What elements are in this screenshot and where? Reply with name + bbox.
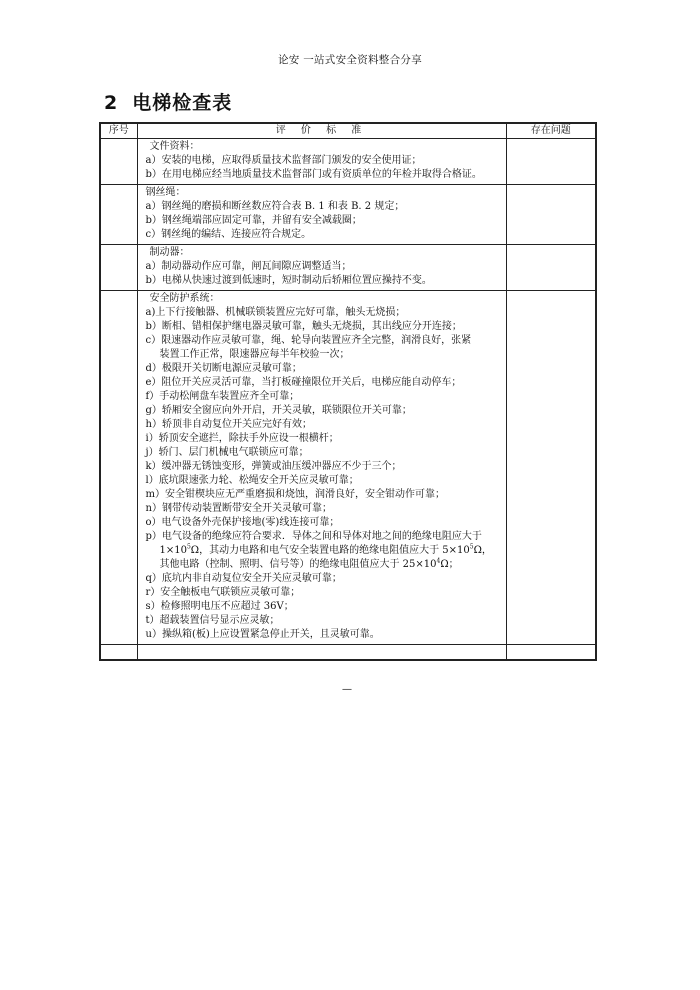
exponent: 5 — [469, 543, 474, 551]
table-header-row — [100, 123, 596, 139]
criteria-cell — [137, 645, 506, 661]
criteria-item: s）检修照明电压不应超过 36V； — [145, 601, 294, 612]
criteria-item: n）钢带传动装置断带安全开关灵敏可靠； — [145, 503, 332, 514]
criteria-item-continued — [146, 544, 502, 558]
criteria-item: k）缓冲器无锈蚀变形，弹簧或油压缓冲器应不少于三个； — [145, 461, 402, 472]
criteria-item: i）轿顶安全遮拦，除扶手外应设一根横杆； — [145, 433, 339, 444]
insulation-value-2: Ω，其动力电路和电气安全装置电路的绝缘电阻值应大于 5×10 — [190, 545, 470, 556]
criteria-item: b）电梯从快速过渡到低速时，短时制动后轿厢位置应操持不变。 — [145, 275, 432, 286]
insulation-value-3: 其他电路（控制、照明、信号等）的绝缘电阻值应大于 25×10 — [159, 559, 437, 570]
criteria-item: a)上下行接触器、机械联锁装置应完好可靠，触头无烧损； — [145, 307, 406, 318]
section-heading: 钢丝绳： — [145, 187, 186, 198]
seq-cell — [100, 185, 137, 245]
column-header-seq: 序号 — [100, 123, 137, 139]
seq-cell — [100, 245, 137, 291]
column-header-criteria: 评 价 标 准 — [137, 123, 506, 139]
criteria-cell — [137, 139, 506, 185]
criteria-item: a）钢丝绳的磨损和断丝数应符合表 B. 1 和表 B. 2 规定； — [145, 201, 405, 212]
column-header-issues: 存在问题 — [506, 123, 596, 139]
criteria-item: p）电气设备的绝缘应符合要求．导体之间和导体对地之间的绝缘电阻应大于 — [145, 531, 482, 542]
criteria-cell — [137, 291, 506, 645]
criteria-item: r）安全触板电气联锁应灵敏可靠； — [145, 587, 301, 598]
table-row — [100, 245, 596, 291]
issues-cell[interactable] — [506, 139, 596, 185]
issues-cell[interactable] — [506, 185, 596, 245]
exponent: 4 — [436, 557, 441, 565]
criteria-item: l）底坑限速张力轮、松绳安全开关应灵敏可靠； — [145, 475, 359, 486]
page-header: 论安 一站式安全资料整合分享 — [277, 54, 423, 66]
inspection-table — [99, 122, 597, 661]
criteria-cell — [137, 245, 506, 291]
section-heading: 安全防护系统： — [149, 293, 220, 304]
unit-text: Ω； — [440, 559, 459, 570]
table-row-empty — [100, 645, 596, 661]
criteria-item: d）极限开关切断电源应灵敏可靠； — [145, 363, 302, 374]
issues-cell[interactable] — [506, 645, 596, 661]
seq-cell — [100, 139, 137, 185]
criteria-cell — [137, 185, 506, 245]
section-title-text: 电梯检查表 — [132, 92, 233, 114]
criteria-item: b）断相、错相保护继电器灵敏可靠，触头无烧损，其出线应分开连接； — [145, 321, 462, 332]
criteria-item: u）操纵箱(板)上应设置紧急停止开关，且灵敏可靠。 — [145, 629, 380, 640]
seq-cell — [100, 291, 137, 645]
section-heading: 制动器： — [149, 247, 190, 258]
insulation-value-1: 1×10 — [159, 545, 187, 556]
criteria-item: m）安全钳楔块应无严重磨损和烧蚀，润滑良好，安全钳动作可靠； — [145, 489, 445, 500]
criteria-item: e）阻位开关应灵活可靠，当打板碰撞限位开关后，电梯应能自动停车； — [145, 377, 462, 388]
criteria-item: c）限速器动作应灵敏可靠，绳、轮导向装置应齐全完整，润滑良好，张紧 — [145, 335, 472, 346]
page-title — [104, 88, 232, 115]
criteria-item: g）轿厢安全窗应向外开启，开关灵敏，联锁限位开关可靠； — [145, 405, 412, 416]
criteria-item: a）制动器动作应可靠，闸瓦间隙应调整适当； — [145, 261, 352, 272]
criteria-item: t）超载装置信号显示应灵敏； — [145, 615, 280, 626]
issues-cell[interactable] — [506, 245, 596, 291]
criteria-item: f）手动松闸盘车装置应齐全可靠； — [145, 391, 300, 402]
exponent: 5 — [186, 543, 191, 551]
table-row — [100, 291, 596, 645]
table-row — [100, 185, 596, 245]
page-number: — — [342, 684, 352, 695]
criteria-item-continued: 装置工作正常，限速器应每半年校验一次； — [159, 349, 350, 360]
table-row — [100, 139, 596, 185]
criteria-item: h）轿顶非自动复位开关应完好有效； — [145, 419, 312, 430]
criteria-item: b）钢丝绳端部应固定可靠，并留有安全减载圈； — [145, 215, 362, 226]
seq-cell — [100, 645, 137, 661]
criteria-item: a）安装的电梯，应取得质量技术监督部门颁发的安全使用证； — [145, 155, 422, 166]
criteria-item: j）轿门、层门机械电气联锁应可靠； — [145, 447, 309, 458]
criteria-item: q）底坑内非自动复位安全开关应灵敏可靠； — [145, 573, 342, 584]
issues-cell[interactable] — [506, 291, 596, 645]
criteria-item: b）在用电梯应经当地质量技术监督部门或有资质单位的年检并取得合格证。 — [145, 169, 482, 180]
criteria-item-continued — [146, 558, 502, 572]
criteria-item: c）钢丝绳的编结、连接应符合规定。 — [145, 229, 312, 240]
criteria-item: o）电气设备外壳保护接地(零)线连接可靠； — [145, 517, 340, 528]
unit-text: Ω， — [473, 545, 492, 556]
section-number: 2 — [104, 92, 119, 114]
section-heading: 文件资料： — [149, 141, 200, 152]
